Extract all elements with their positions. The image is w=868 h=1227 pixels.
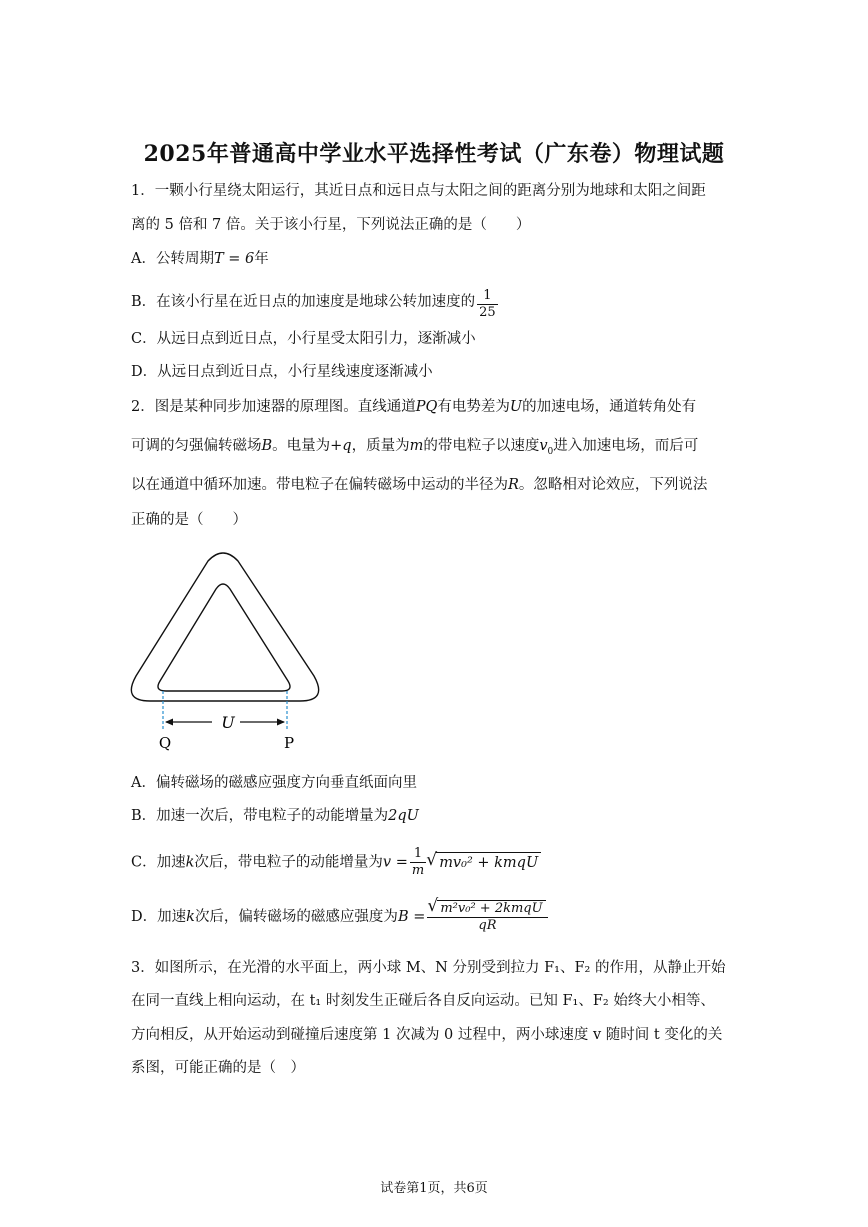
q2-stem-line-2 [131, 436, 741, 462]
q2-option-c-prefix: C．加速 [131, 854, 186, 871]
q3-stem-line-2: 在同一直线上相向运动，在 t₁ 时刻发生正碰后各自反向运动。已知 F₁、F₂ 始终大小相等、 [131, 993, 715, 1009]
q2-option-c [131, 846, 741, 879]
q1-option-c: C．从远日点到近日点，小行星受太阳引力，逐渐减小 [131, 331, 476, 347]
q1-option-a-formula: T = 6 [213, 251, 255, 267]
q1-option-d: D．从远日点到近日点，小行星线速度逐渐减小 [131, 364, 433, 380]
q2-text: 以在通道中循环加速。带电粒子在偏转磁场中运动的半径为 [131, 477, 508, 493]
label-p: P [283, 734, 295, 752]
arrow-left-head [165, 719, 173, 726]
q2-option-d-fraction [427, 900, 547, 934]
synchrotron-diagram [128, 545, 328, 755]
q2-option-c-denominator: m [411, 863, 425, 878]
inner-channel [158, 584, 290, 691]
q2-symbol-r: R [508, 477, 519, 493]
q1-option-b-denominator: 25 [479, 305, 496, 320]
q2-stem-line-4: 正确的是（ ） [131, 512, 247, 528]
q2-option-b-formula: 2qU [388, 808, 419, 824]
q2-symbol-m: m [409, 438, 424, 454]
q3-stem-line-3: 方向相反，从开始运动到碰撞后速度第 1 次减为 0 过程中，两小球速度 v 随时间 t 变化的关 [131, 1027, 723, 1043]
q1-option-a [131, 249, 741, 269]
q2-symbol-v: v [539, 438, 548, 454]
q2-option-b-prefix: B．加速一次后，带电粒子的动能增量为 [131, 808, 389, 824]
q2-stem-line-1 [131, 397, 741, 417]
q2-symbol-q: +q [330, 438, 352, 454]
q2-option-c-mid: 次后，带电粒子的动能增量为 [194, 854, 383, 871]
q1-option-a-suffix: 年 [254, 251, 269, 267]
label-q: Q [158, 734, 172, 752]
q1-stem-line-2: 离的 5 倍和 7 倍。关于该小行星，下列说法正确的是（ ） [131, 217, 531, 233]
q2-option-c-k: k [185, 854, 195, 871]
arrow-right-head [277, 719, 285, 726]
q2-text: ，质量为 [351, 438, 410, 454]
q2-option-b [131, 806, 741, 826]
page-footer: 试卷第1页，共6页 [380, 1181, 488, 1196]
q1-stem-line-1: 1．一颗小行星绕太阳运行，其近日点和远日点与太阳之间的距离分别为地球和太阳之间距 [131, 183, 706, 199]
q2-option-c-fraction [410, 846, 426, 879]
q2-text: 有电势差为 [437, 399, 510, 415]
q1-option-b-fraction [477, 288, 498, 321]
q3-stem-line-1: 3．如图所示，在光滑的水平面上，两小球 M、N 分别受到拉力 F₁、F₂ 的作用，从静止开始 [131, 960, 726, 976]
q1-option-b-numerator: 1 [477, 288, 498, 305]
page-title: 2025年普通高中学业水平选择性考试（广东卷）物理试题 [143, 141, 725, 167]
label-u: U [221, 713, 235, 732]
q2-symbol-v0 [539, 438, 554, 457]
q1-option-b [131, 288, 741, 321]
q2-text: 。忽略相对论效应，下列说法 [518, 477, 708, 493]
q1-option-a-prefix: A．公转周期 [131, 251, 214, 267]
q2-subscript-0: 0 [547, 446, 554, 457]
q2-text: 2．图是某种同步加速器的原理图。直线通道 [131, 399, 416, 415]
q2-text: 。电量为 [272, 438, 331, 454]
q1-option-b-prefix: B．在该小行星在近日点的加速度是地球公转加速度的 [131, 294, 476, 310]
q2-text: 的加速电场，通道转角处有 [522, 399, 697, 415]
q2-option-d-lhs: B = [397, 909, 426, 925]
q2-text: 可调的匀强偏转磁场 [131, 438, 262, 454]
q2-option-c-numerator: 1 [410, 846, 426, 863]
q2-symbol-b: B [261, 438, 273, 454]
q2-symbol-pq: PQ [415, 399, 438, 415]
q3-stem-line-4: 系图，可能正确的是（ ） [131, 1060, 305, 1076]
q2-option-d-mid: 次后，偏转磁场的磁感应强度为 [194, 909, 398, 925]
q2-option-d-denominator: qR [478, 918, 497, 933]
q2-stem-line-3 [131, 475, 741, 495]
q2-option-a: A．偏转磁场的磁感应强度方向垂直纸面向里 [131, 775, 417, 791]
q2-symbol-u: U [509, 399, 523, 415]
q2-option-c-lhs: v = [382, 854, 408, 871]
q2-text: 进入加速电场，而后可 [553, 438, 699, 454]
outer-channel [131, 553, 318, 701]
q2-option-d-prefix: D．加速 [131, 909, 187, 925]
q2-option-d-radical: √ m²v₀² + 2kmqU [437, 900, 545, 917]
q2-text: 的带电粒子以速度 [423, 438, 540, 454]
q2-option-d-k: k [186, 909, 195, 925]
q2-option-c-radical: √ mv₀² + kmqU [436, 852, 541, 873]
q2-option-d-numerator [427, 900, 547, 918]
q2-option-d [131, 900, 741, 934]
